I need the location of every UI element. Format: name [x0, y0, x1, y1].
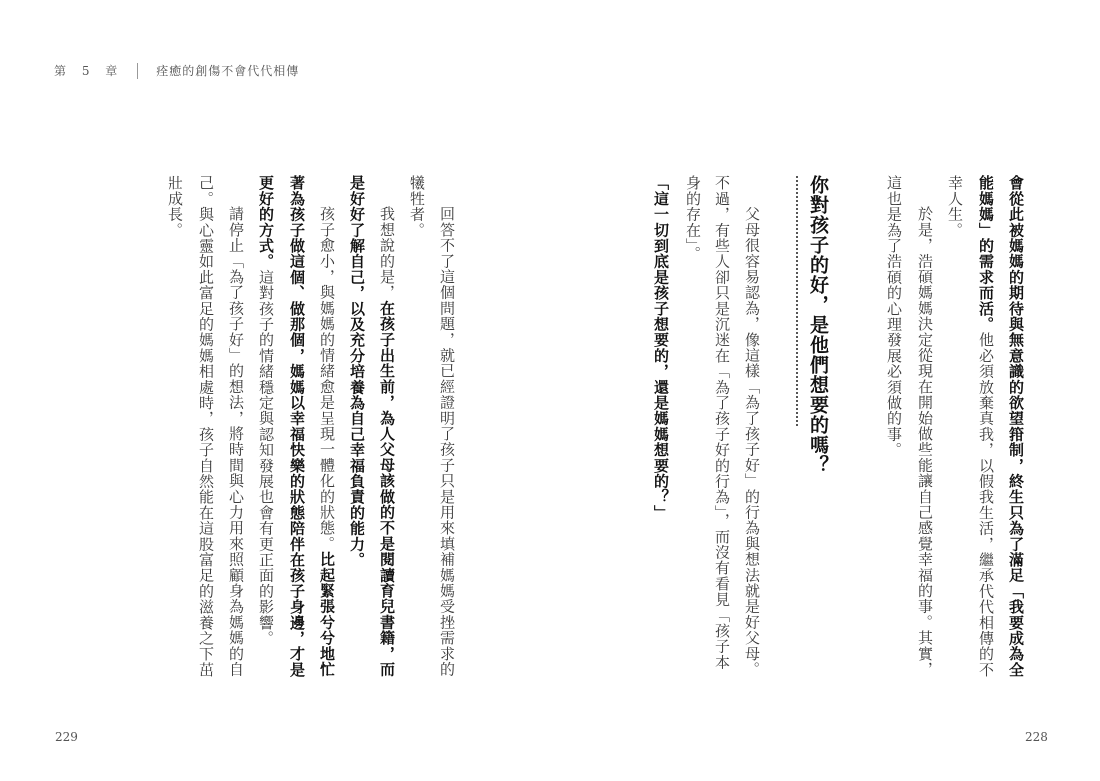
bold-text: 更好的方式。: [257, 175, 275, 270]
text-column: [166, 175, 184, 238]
text-column: [288, 175, 306, 677]
text-column: [946, 175, 964, 238]
chapter-label: 第 5 章: [54, 64, 124, 78]
text-column: [916, 206, 934, 677]
bold-text: 能媽媽」的需求而活。: [977, 175, 995, 332]
body-text: 身的存在」。: [684, 175, 702, 262]
body-text: 我想說的是，: [378, 206, 396, 301]
bold-text: 在孩子出生前，為人父母該做的不是閱讀育兒書籍，而: [378, 300, 396, 678]
text-column: [713, 175, 731, 670]
body-text: 犧牲者。: [408, 175, 426, 238]
chapter-title: 痊癒的創傷不會代代相傳: [156, 64, 300, 78]
text-column: [743, 206, 761, 677]
text-column: [1007, 175, 1025, 677]
text-column: [977, 175, 995, 677]
body-text: 這對孩子的情緒穩定與認知發展也會有更正面的影響。: [257, 269, 275, 647]
bold-text: 是好好了解自己，以及充分培養為自己幸福負責的能力。: [348, 175, 366, 568]
body-text: 不過，有些人卻只是沉迷在「為了孩子好的行為」，而沒有看見「孩子本: [713, 175, 731, 670]
text-column: [318, 206, 336, 677]
body-text: 壯成長。: [166, 175, 184, 238]
body-text: 請停止「為了孩子好」的想法，將時間與心力用來照顧身為媽媽的自: [227, 206, 245, 677]
text-column: [438, 206, 456, 677]
body-text: 父母很容易認為，像這樣「為了孩子好」的行為與想法就是好父母。: [743, 206, 761, 677]
body-text: 孩子愈小，與媽媽的情緒愈是呈現一體化的狀態。: [318, 206, 336, 552]
bold-text: 著為孩子做這個、做那個，媽媽以幸福快樂的狀態陪伴在孩子身邊，才是: [288, 175, 306, 678]
body-text: 這也是為了浩碩的心理發展必須做的事。: [885, 175, 903, 458]
text-column: [197, 175, 215, 677]
heading-dotted-rule: [796, 176, 798, 426]
bold-text: 比起緊張兮兮地忙: [318, 551, 336, 678]
body-text: 幸人生。: [946, 175, 964, 238]
text-column: [684, 175, 702, 262]
body-text: 他必須放棄真我，以假我生活，繼承代代相傳的不: [977, 332, 995, 678]
text-column: [378, 206, 396, 677]
text-column: [257, 175, 275, 646]
text-column: [652, 175, 670, 520]
body-text: 己。與心靈如此富足的媽媽相處時，孩子自然能在這股富足的滋養之下茁: [197, 175, 215, 678]
bold-text: 會從此被媽媽的期待與無意識的欲望箝制，終生只為了滿足「我要成為全: [1007, 175, 1025, 678]
page-number-left: 229: [55, 730, 78, 744]
header-divider: [137, 63, 138, 79]
page-number-right: 228: [1025, 730, 1048, 744]
text-column: [348, 175, 366, 568]
body-text: 回答不了這個問題，就已經證明了孩子只是用來填補媽媽受挫需求的: [438, 206, 456, 677]
section-heading: 你對孩子的好，是他們想要的嗎？: [807, 175, 829, 475]
text-column: [885, 175, 903, 458]
running-header: [54, 62, 299, 79]
bold-text: 「這一切到底是孩子想要的，還是媽媽想要的？」: [652, 175, 670, 521]
body-text: 於是，浩碩媽媽決定從現在開始做些能讓自己感覺幸福的事。其實，: [916, 206, 934, 677]
text-column: [227, 206, 245, 677]
text-column: [408, 175, 426, 238]
